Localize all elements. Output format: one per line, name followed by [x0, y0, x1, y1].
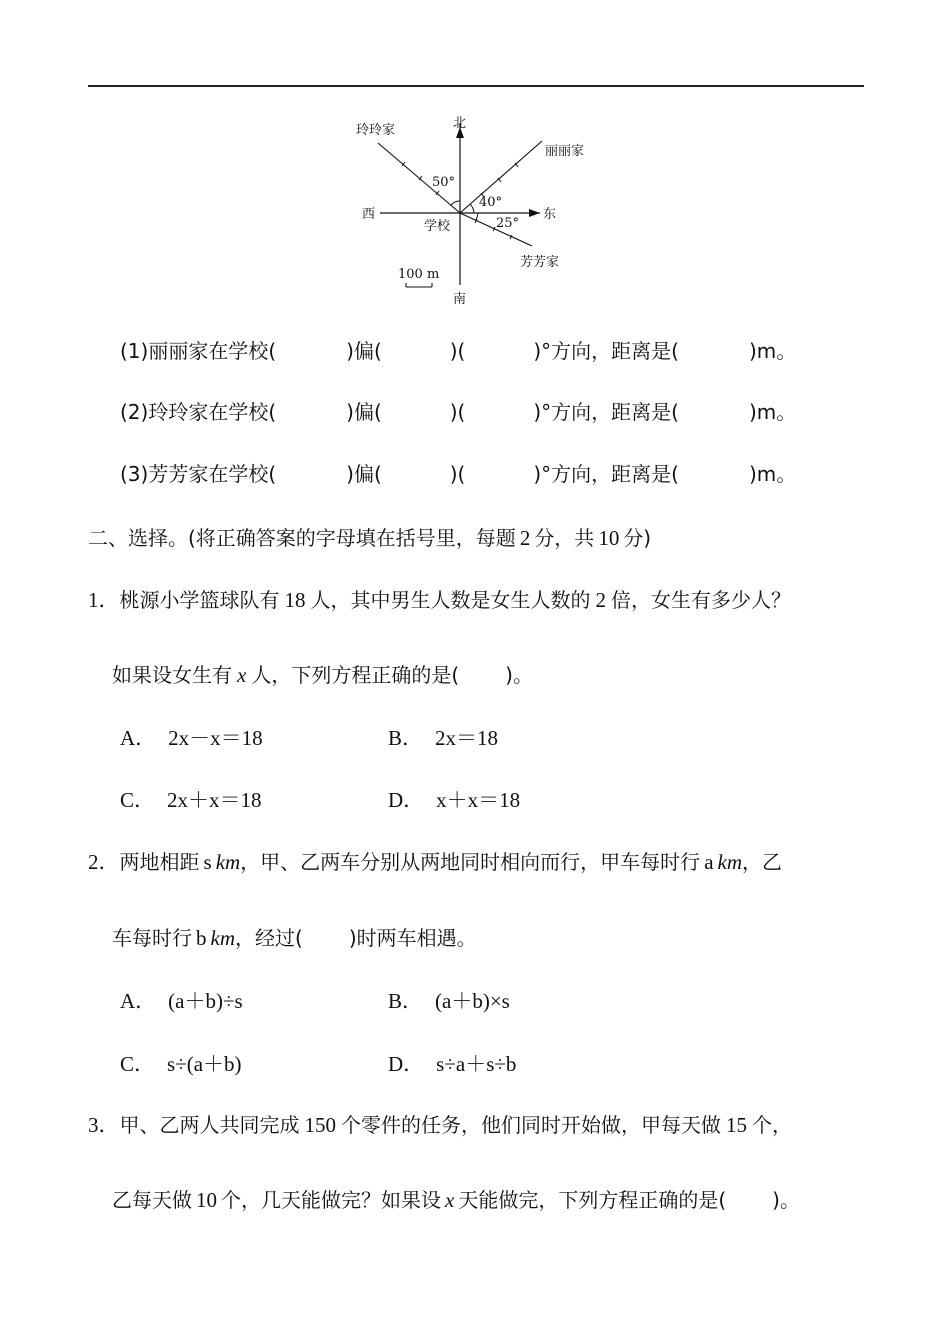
- fill-question-2: (2)玲玲家在学校( )偏( )( )°方向，距离是( )m。: [120, 400, 797, 424]
- label-north: 北: [453, 116, 467, 131]
- q2-option-a[interactable]: A． (a＋b)÷s: [120, 989, 243, 1013]
- question-2-line-1: 2．两地相距 s km，甲、乙两车分别从两地同时相向而行，甲车每时行 a km，乙: [88, 850, 783, 874]
- direction-diagram: [340, 105, 620, 315]
- q2-option-c[interactable]: C． s÷(a＋b): [120, 1052, 242, 1076]
- label-angle-50: 50°: [432, 175, 456, 190]
- label-school: 学校: [424, 219, 451, 234]
- label-lili-home: 丽丽家: [545, 144, 585, 159]
- label-scale: 100 m: [398, 267, 440, 282]
- header-rule: [88, 85, 864, 87]
- label-angle-25: 25°: [496, 216, 520, 231]
- question-1-line-1: 1．桃源小学篮球队有 18 人，其中男生人数是女生人数的 2 倍，女生有多少人？: [88, 588, 791, 612]
- q2-option-d[interactable]: D． s÷a＋s÷b: [388, 1052, 517, 1076]
- question-1-line-2: 如果设女生有 x 人，下列方程正确的是( )。: [112, 663, 533, 687]
- label-fangfang-home: 芳芳家: [520, 255, 560, 270]
- q2-option-b[interactable]: B． (a＋b)×s: [388, 989, 510, 1013]
- fill-question-3: (3)芳芳家在学校( )偏( )( )°方向，距离是( )m。: [120, 462, 797, 486]
- label-angle-40: 40°: [479, 195, 503, 210]
- q1-option-b[interactable]: B． 2x＝18: [388, 726, 499, 750]
- question-3-line-2: 乙每天做 10 个，几天能做完？如果设 x 天能做完，下列方程正确的是( )。: [112, 1188, 800, 1212]
- fill-question-1: (1)丽丽家在学校( )偏( )( )°方向，距离是( )m。: [120, 339, 797, 363]
- east-arrow-icon: [529, 209, 540, 217]
- question-3-line-1: 3．甲、乙两人共同完成 150 个零件的任务，他们同时开始做，甲每天做 15 个，: [88, 1113, 792, 1137]
- q1-option-c[interactable]: C． 2x＋x＝18: [120, 788, 262, 812]
- label-west: 西: [362, 207, 376, 222]
- q1-option-a[interactable]: A． 2x－x＝18: [120, 726, 263, 750]
- label-south: 南: [453, 292, 467, 307]
- q1-option-d[interactable]: D． x＋x＝18: [388, 788, 521, 812]
- section-2-title: 二、选择。(将正确答案的字母填在括号里，每题 2 分，共 10 分): [88, 526, 652, 550]
- question-2-line-2: 车每时行 b km，经过( )时两车相遇。: [112, 926, 477, 950]
- label-east: 东: [543, 207, 557, 222]
- label-lingling-home: 玲玲家: [356, 123, 396, 138]
